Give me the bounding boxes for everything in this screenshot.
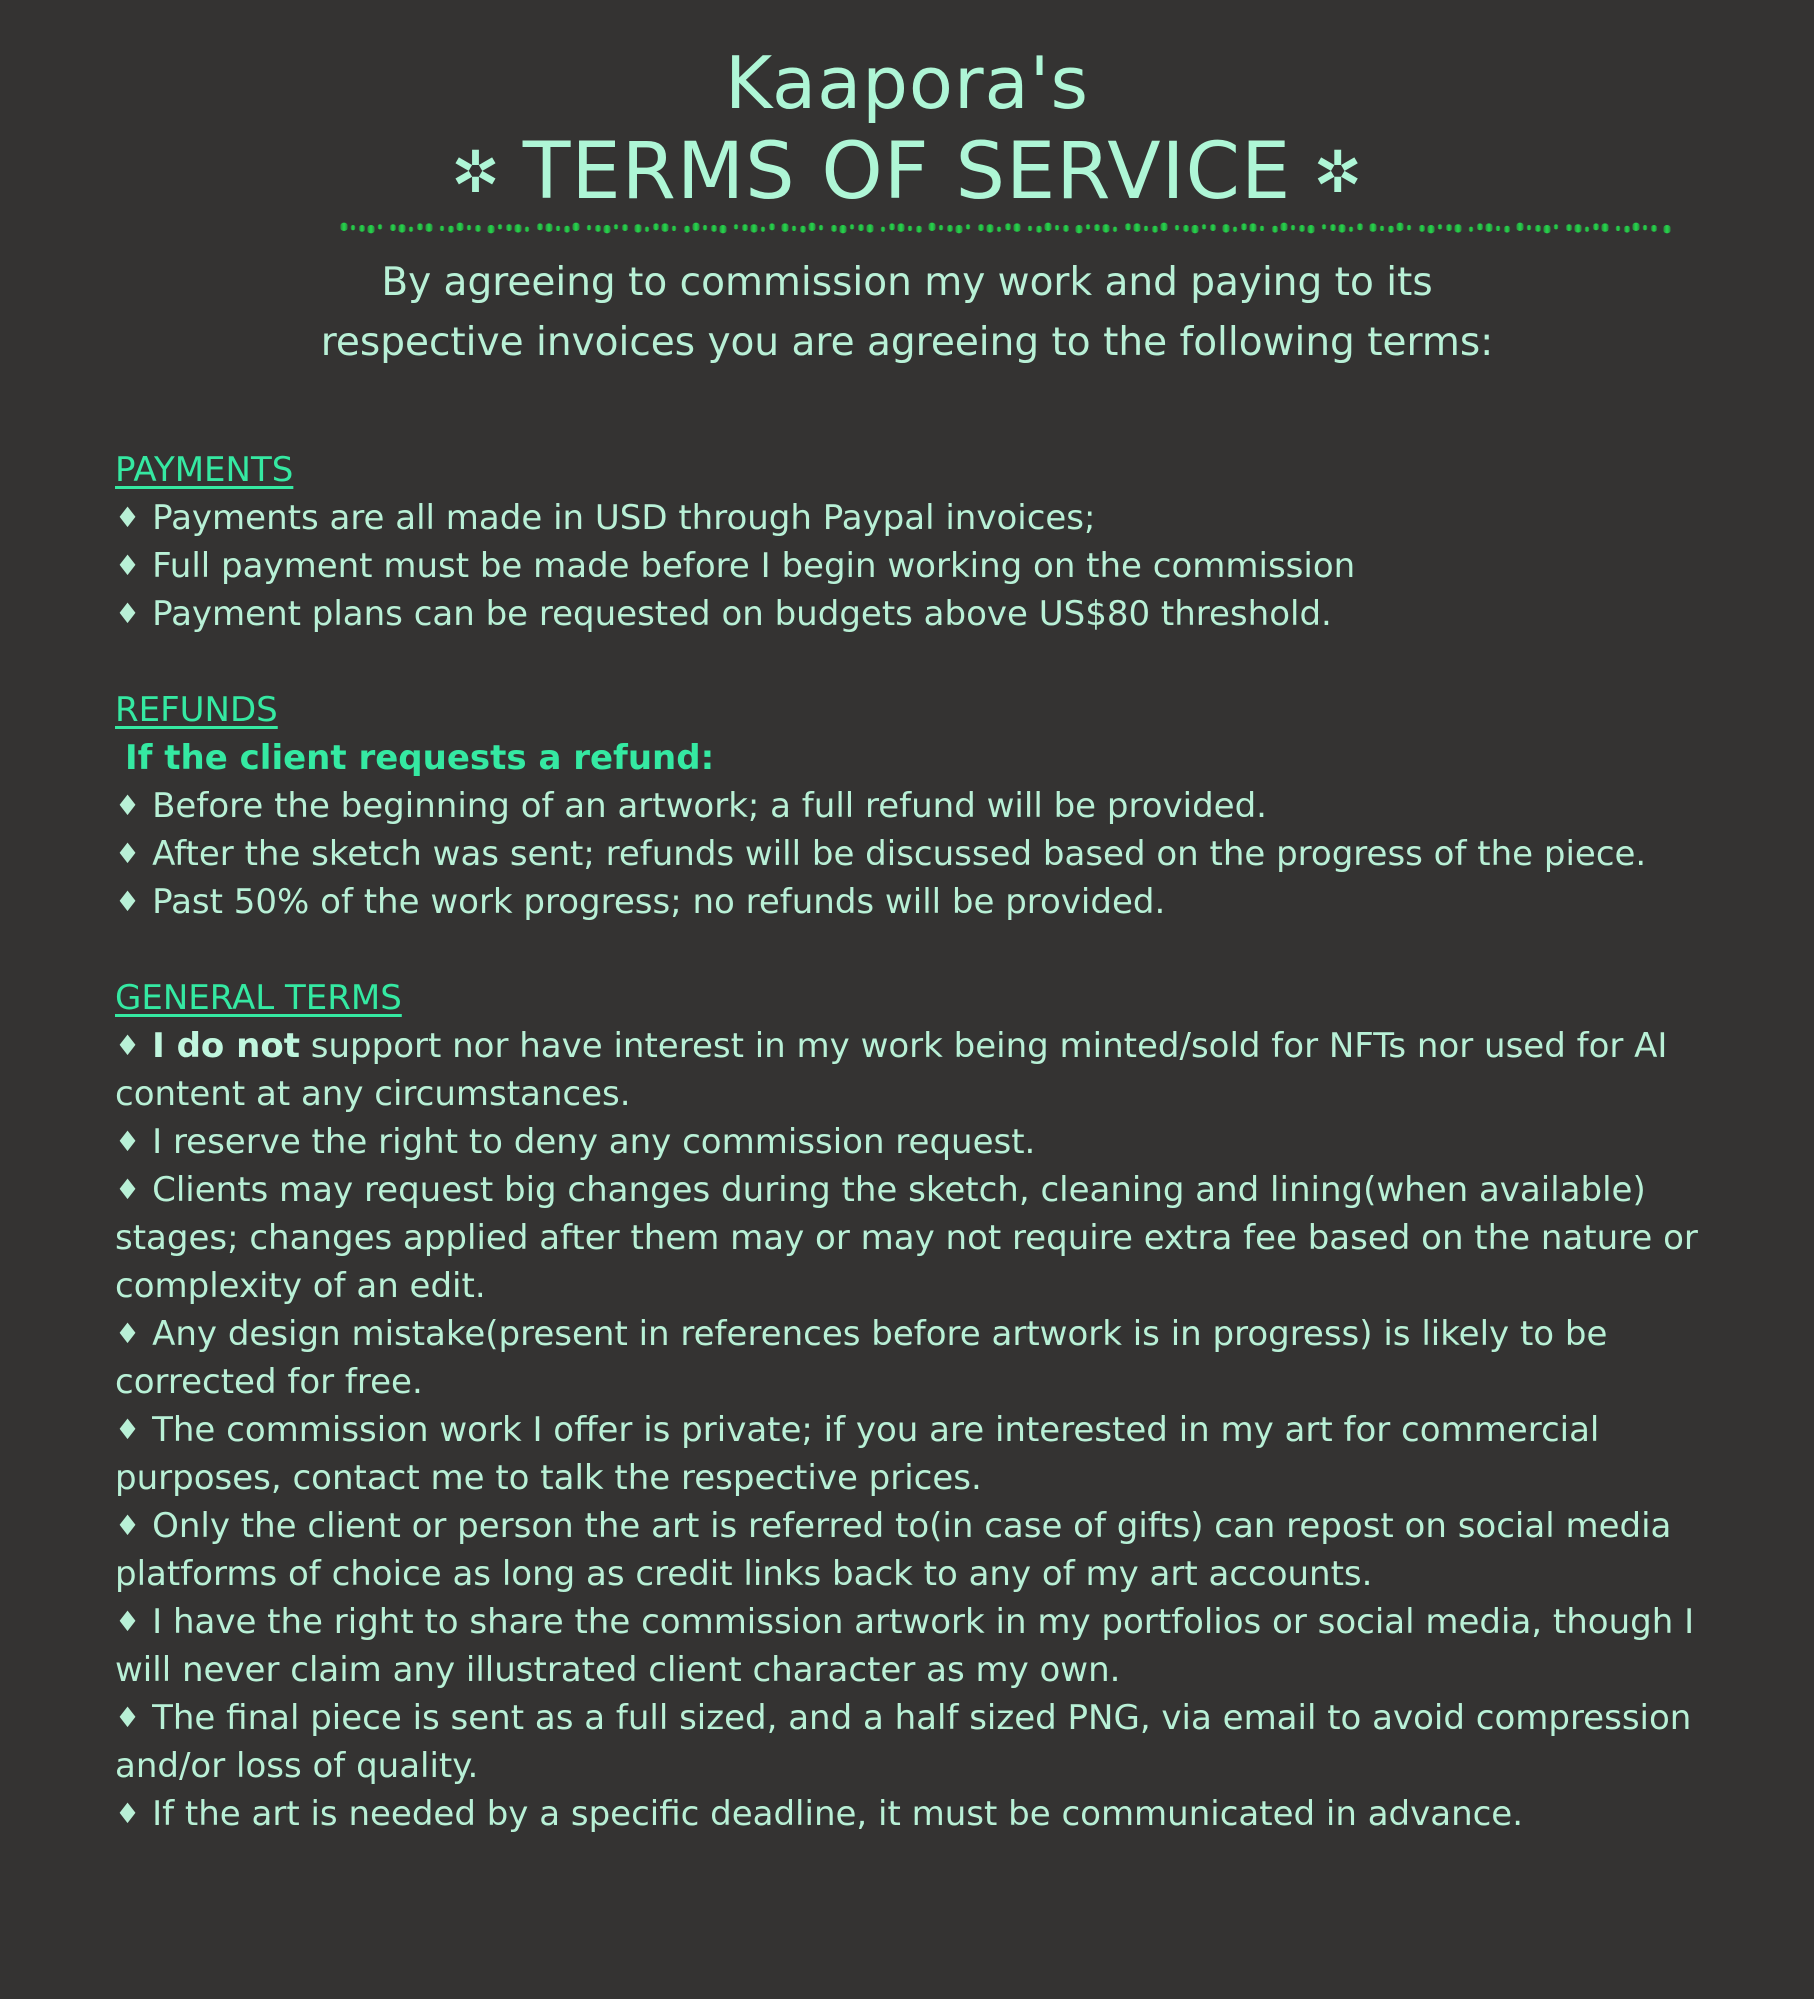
divider-dot	[448, 226, 455, 233]
divider-dot	[1075, 225, 1083, 233]
divider-dot	[475, 225, 482, 232]
diamond-icon: ♦	[115, 885, 141, 918]
divider-dot	[1584, 227, 1589, 232]
list-item-text: Before the beginning of an artwork; a full refund will be provided.	[152, 786, 1267, 826]
list-item-text: Clients may request big changes during the sketch, cleaning and lining(when available) stages; changes applied after them may or may not require extra fee based on the nature or complexity of an edit.	[115, 1170, 1698, 1306]
divider-dot	[711, 225, 718, 232]
list-item	[115, 1790, 1755, 1838]
divider-dot	[634, 224, 642, 232]
intro-line-2: respective invoices you are agreeing to the following terms:	[320, 320, 1494, 365]
divider-dot	[1307, 225, 1315, 233]
list-item	[115, 1502, 1755, 1598]
divider-dot	[506, 224, 513, 231]
divider-dot	[408, 227, 413, 232]
divider-dot	[545, 223, 553, 231]
divider-dot	[1663, 225, 1671, 233]
divider-dot	[586, 225, 591, 230]
divider-dot	[1249, 223, 1257, 231]
divider-dot	[781, 223, 789, 231]
diamond-icon: ♦	[115, 549, 141, 582]
divider-dot	[1094, 224, 1101, 231]
divider-dot	[938, 225, 943, 230]
list-item-text: support nor have interest in my work being minted/sold for NFTs nor used for AI content at any circumstances.	[115, 1026, 1668, 1114]
divider-dot	[514, 224, 522, 232]
divider-dot	[1272, 226, 1279, 233]
list-item-text: Only the client or person the art is referred to(in case of gifts) can repost on social media platforms of choice as long as credit links back to any of my art accounts.	[115, 1506, 1672, 1594]
divider-dot	[1419, 225, 1426, 232]
list-item-text: I have the right to share the commission artwork in my portfolios or social media, though I will never claim any illustrated client character as my own.	[115, 1602, 1695, 1690]
divider-dot	[769, 223, 776, 230]
divider-dot	[1210, 224, 1217, 231]
refunds-heading: REFUNDS	[115, 690, 278, 730]
divider-dot	[916, 226, 923, 233]
divider-dot	[1201, 224, 1206, 229]
list-item	[115, 494, 1755, 542]
list-item	[115, 1694, 1755, 1790]
diamond-icon: ♦	[115, 1317, 141, 1350]
list-item	[115, 878, 1755, 926]
divider-dot	[719, 225, 727, 233]
terms-content	[115, 446, 1755, 1838]
divider-dot	[839, 225, 847, 233]
divider-dot	[340, 223, 348, 231]
divider-dot	[367, 225, 375, 233]
payments-heading: PAYMENTS	[115, 450, 294, 490]
divider-dot	[1504, 226, 1511, 233]
list-item	[115, 1118, 1755, 1166]
divider-dot	[750, 224, 758, 232]
divider-dot	[1574, 224, 1582, 232]
divider-dot	[613, 224, 618, 229]
divider-dot	[1526, 225, 1531, 230]
divider-dot	[1437, 224, 1442, 229]
list-item	[115, 590, 1755, 638]
divider-dot	[692, 223, 700, 231]
list-item-text: If the art is needed by a specific deadline, it must be communicated in advance.	[152, 1794, 1524, 1834]
divider-dot	[1338, 224, 1346, 232]
divider-dot	[1446, 224, 1453, 231]
list-item	[115, 830, 1755, 878]
dotted-divider	[340, 218, 1674, 238]
divider-dot	[1133, 223, 1141, 231]
divider-dot	[466, 225, 471, 230]
divider-dot	[350, 225, 355, 230]
divider-dot	[907, 226, 912, 231]
page-title-row	[0, 126, 1814, 218]
divider-dot	[425, 223, 433, 231]
divider-dot	[880, 227, 885, 232]
divider-dot	[1543, 225, 1551, 233]
refunds-section	[115, 686, 1755, 926]
divider-dot	[487, 225, 495, 233]
general-terms-heading: GENERAL TERMS	[115, 978, 402, 1018]
divider-dot	[1454, 224, 1462, 232]
divider-dot	[537, 223, 544, 230]
divider-dot	[1280, 223, 1288, 231]
list-item	[115, 1406, 1755, 1502]
diamond-icon: ♦	[115, 837, 141, 870]
divider-dot	[377, 224, 382, 229]
divider-dot	[1299, 225, 1306, 232]
list-item-text: I reserve the right to deny any commission request.	[152, 1122, 1036, 1162]
divider-dot	[1259, 226, 1264, 231]
diamond-icon: ♦	[115, 1413, 141, 1446]
divider-dot	[456, 223, 464, 231]
divider-dot	[1632, 223, 1640, 231]
list-item-text: Full payment must be made before I begin working on the commission	[152, 546, 1356, 586]
divider-dot	[866, 224, 874, 232]
divider-dot	[555, 226, 560, 231]
divider-dot	[524, 227, 529, 232]
list-item	[115, 1598, 1755, 1694]
divider-dot	[417, 223, 424, 230]
divider-dot	[1085, 224, 1090, 229]
divider-dot	[1566, 224, 1573, 231]
divider-dot	[1396, 223, 1404, 231]
divider-dot	[1553, 224, 1558, 229]
divider-dot	[986, 224, 994, 232]
diamond-icon: ♦	[115, 1125, 141, 1158]
divider-dot	[1232, 227, 1237, 232]
divider-dot	[1624, 226, 1631, 233]
divider-dot	[1485, 223, 1493, 231]
divider-dot	[684, 226, 691, 233]
divider-dot	[439, 226, 444, 231]
divider-dot	[661, 223, 669, 231]
divider-dot	[897, 223, 905, 231]
divider-dot	[1152, 226, 1159, 233]
divider-dot	[1379, 226, 1384, 231]
intro-line-1: By agreeing to commission my work and paying to its	[381, 260, 1433, 305]
divider-dot	[1615, 226, 1620, 231]
divider-dot	[1388, 226, 1395, 233]
diamond-icon: ♦	[115, 789, 141, 822]
list-item	[115, 782, 1755, 830]
divider-dot	[1063, 225, 1070, 232]
divider-dot	[603, 225, 611, 233]
list-item-text: Past 50% of the work progress; no refunds will be provided.	[152, 882, 1166, 922]
divider-dot	[398, 224, 406, 232]
star-left-icon: ✲	[451, 138, 501, 206]
divider-dot	[1044, 223, 1052, 231]
divider-dot	[572, 223, 580, 231]
divider-dot	[1477, 223, 1484, 230]
emphasis-text: I do not	[152, 1026, 300, 1066]
divider-dot	[497, 224, 502, 229]
list-item-text: The commission work I offer is private; if you are interested in my art for commercial purposes, contact me to talk the respective prices.	[115, 1410, 1600, 1498]
divider-dot	[1593, 223, 1600, 230]
divider-dot	[702, 225, 707, 230]
divider-dot	[1191, 225, 1199, 233]
divider-dot	[1651, 225, 1658, 232]
divider-dot	[965, 224, 970, 229]
divider-dot	[1027, 226, 1032, 231]
header	[0, 40, 1814, 218]
divider-dot	[1468, 227, 1473, 232]
divider-dot	[622, 224, 629, 231]
divider-dot	[808, 223, 816, 231]
divider-dot	[1516, 223, 1524, 231]
list-item	[115, 1310, 1755, 1406]
divider-dot	[1125, 223, 1132, 230]
divider-dot	[653, 223, 660, 230]
divider-dot	[1183, 225, 1190, 232]
divider-dot	[791, 226, 796, 231]
divider-dot	[1357, 223, 1364, 230]
page-title: TERMS OF SERVICE	[522, 127, 1292, 217]
divider-dot	[978, 224, 985, 231]
star-right-icon: ✲	[1313, 138, 1363, 206]
list-item-text: Payment plans can be requested on budgets above US$80 threshold.	[152, 594, 1332, 634]
divider-dot	[1535, 225, 1542, 232]
divider-dot	[1143, 226, 1148, 231]
payments-section	[115, 446, 1755, 638]
divider-dot	[1427, 225, 1435, 233]
divider-dot	[1321, 224, 1326, 229]
list-item-text: Any design mistake(present in references before artwork is in progress) is likely to be corrected for free.	[115, 1314, 1608, 1402]
diamond-icon: ♦	[115, 1797, 141, 1830]
divider-dot	[760, 227, 765, 232]
divider-dot	[1330, 224, 1337, 231]
divider-dot	[671, 226, 676, 231]
diamond-icon: ♦	[115, 1605, 141, 1638]
divider-dot	[955, 225, 963, 233]
list-item	[115, 542, 1755, 590]
divider-dot	[1054, 225, 1059, 230]
diamond-icon: ♦	[115, 597, 141, 630]
divider-dot	[831, 225, 838, 232]
divider-dot	[1369, 223, 1377, 231]
diamond-icon: ♦	[115, 1029, 141, 1062]
list-item-text: Payments are all made in USD through Paypal invoices;	[152, 498, 1096, 538]
brand-title: Kaapora's	[725, 41, 1089, 125]
divider-dot	[1222, 224, 1230, 232]
divider-dot	[359, 225, 366, 232]
divider-dot	[996, 227, 1001, 232]
divider-dot	[1102, 224, 1110, 232]
divider-dot	[947, 225, 954, 232]
divider-dot	[800, 226, 807, 233]
divider-dot	[928, 223, 936, 231]
divider-dot	[1005, 223, 1012, 230]
diamond-icon: ♦	[115, 1173, 141, 1206]
divider-dot	[1290, 225, 1295, 230]
diamond-icon: ♦	[115, 1701, 141, 1734]
divider-dot	[858, 224, 865, 231]
divider-dot	[644, 227, 649, 232]
divider-dot	[564, 226, 571, 233]
divider-dot	[1601, 223, 1609, 231]
divider-dot	[595, 225, 602, 232]
list-item-text: The final piece is sent as a full sized, and a half sized PNG, via email to avoid compression and/or loss of quality.	[115, 1698, 1692, 1786]
divider-dot	[733, 224, 738, 229]
list-item	[115, 1166, 1755, 1310]
divider-dot	[1174, 225, 1179, 230]
divider-dot	[1495, 226, 1500, 231]
divider-dot	[889, 223, 896, 230]
divider-dot	[849, 224, 854, 229]
list-item	[115, 1022, 1755, 1118]
divider-dot	[390, 224, 397, 231]
list-item-text: After the sketch was sent; refunds will be discussed based on the progress of the piece.	[152, 834, 1647, 874]
diamond-icon: ♦	[115, 1509, 141, 1542]
divider-dot	[1112, 227, 1117, 232]
divider-dot	[1241, 223, 1248, 230]
divider-dot	[1160, 223, 1168, 231]
divider-dot	[1013, 223, 1021, 231]
intro	[0, 253, 1814, 373]
divider-dot	[1642, 225, 1647, 230]
divider-dot	[1348, 227, 1353, 232]
refunds-subheading: If the client requests a refund:	[125, 738, 715, 778]
divider-dot	[742, 224, 749, 231]
divider-dot	[1036, 226, 1043, 233]
divider-dot	[1406, 225, 1411, 230]
general-terms-section	[115, 974, 1755, 1838]
diamond-icon: ♦	[115, 501, 141, 534]
divider-dot	[818, 225, 823, 230]
